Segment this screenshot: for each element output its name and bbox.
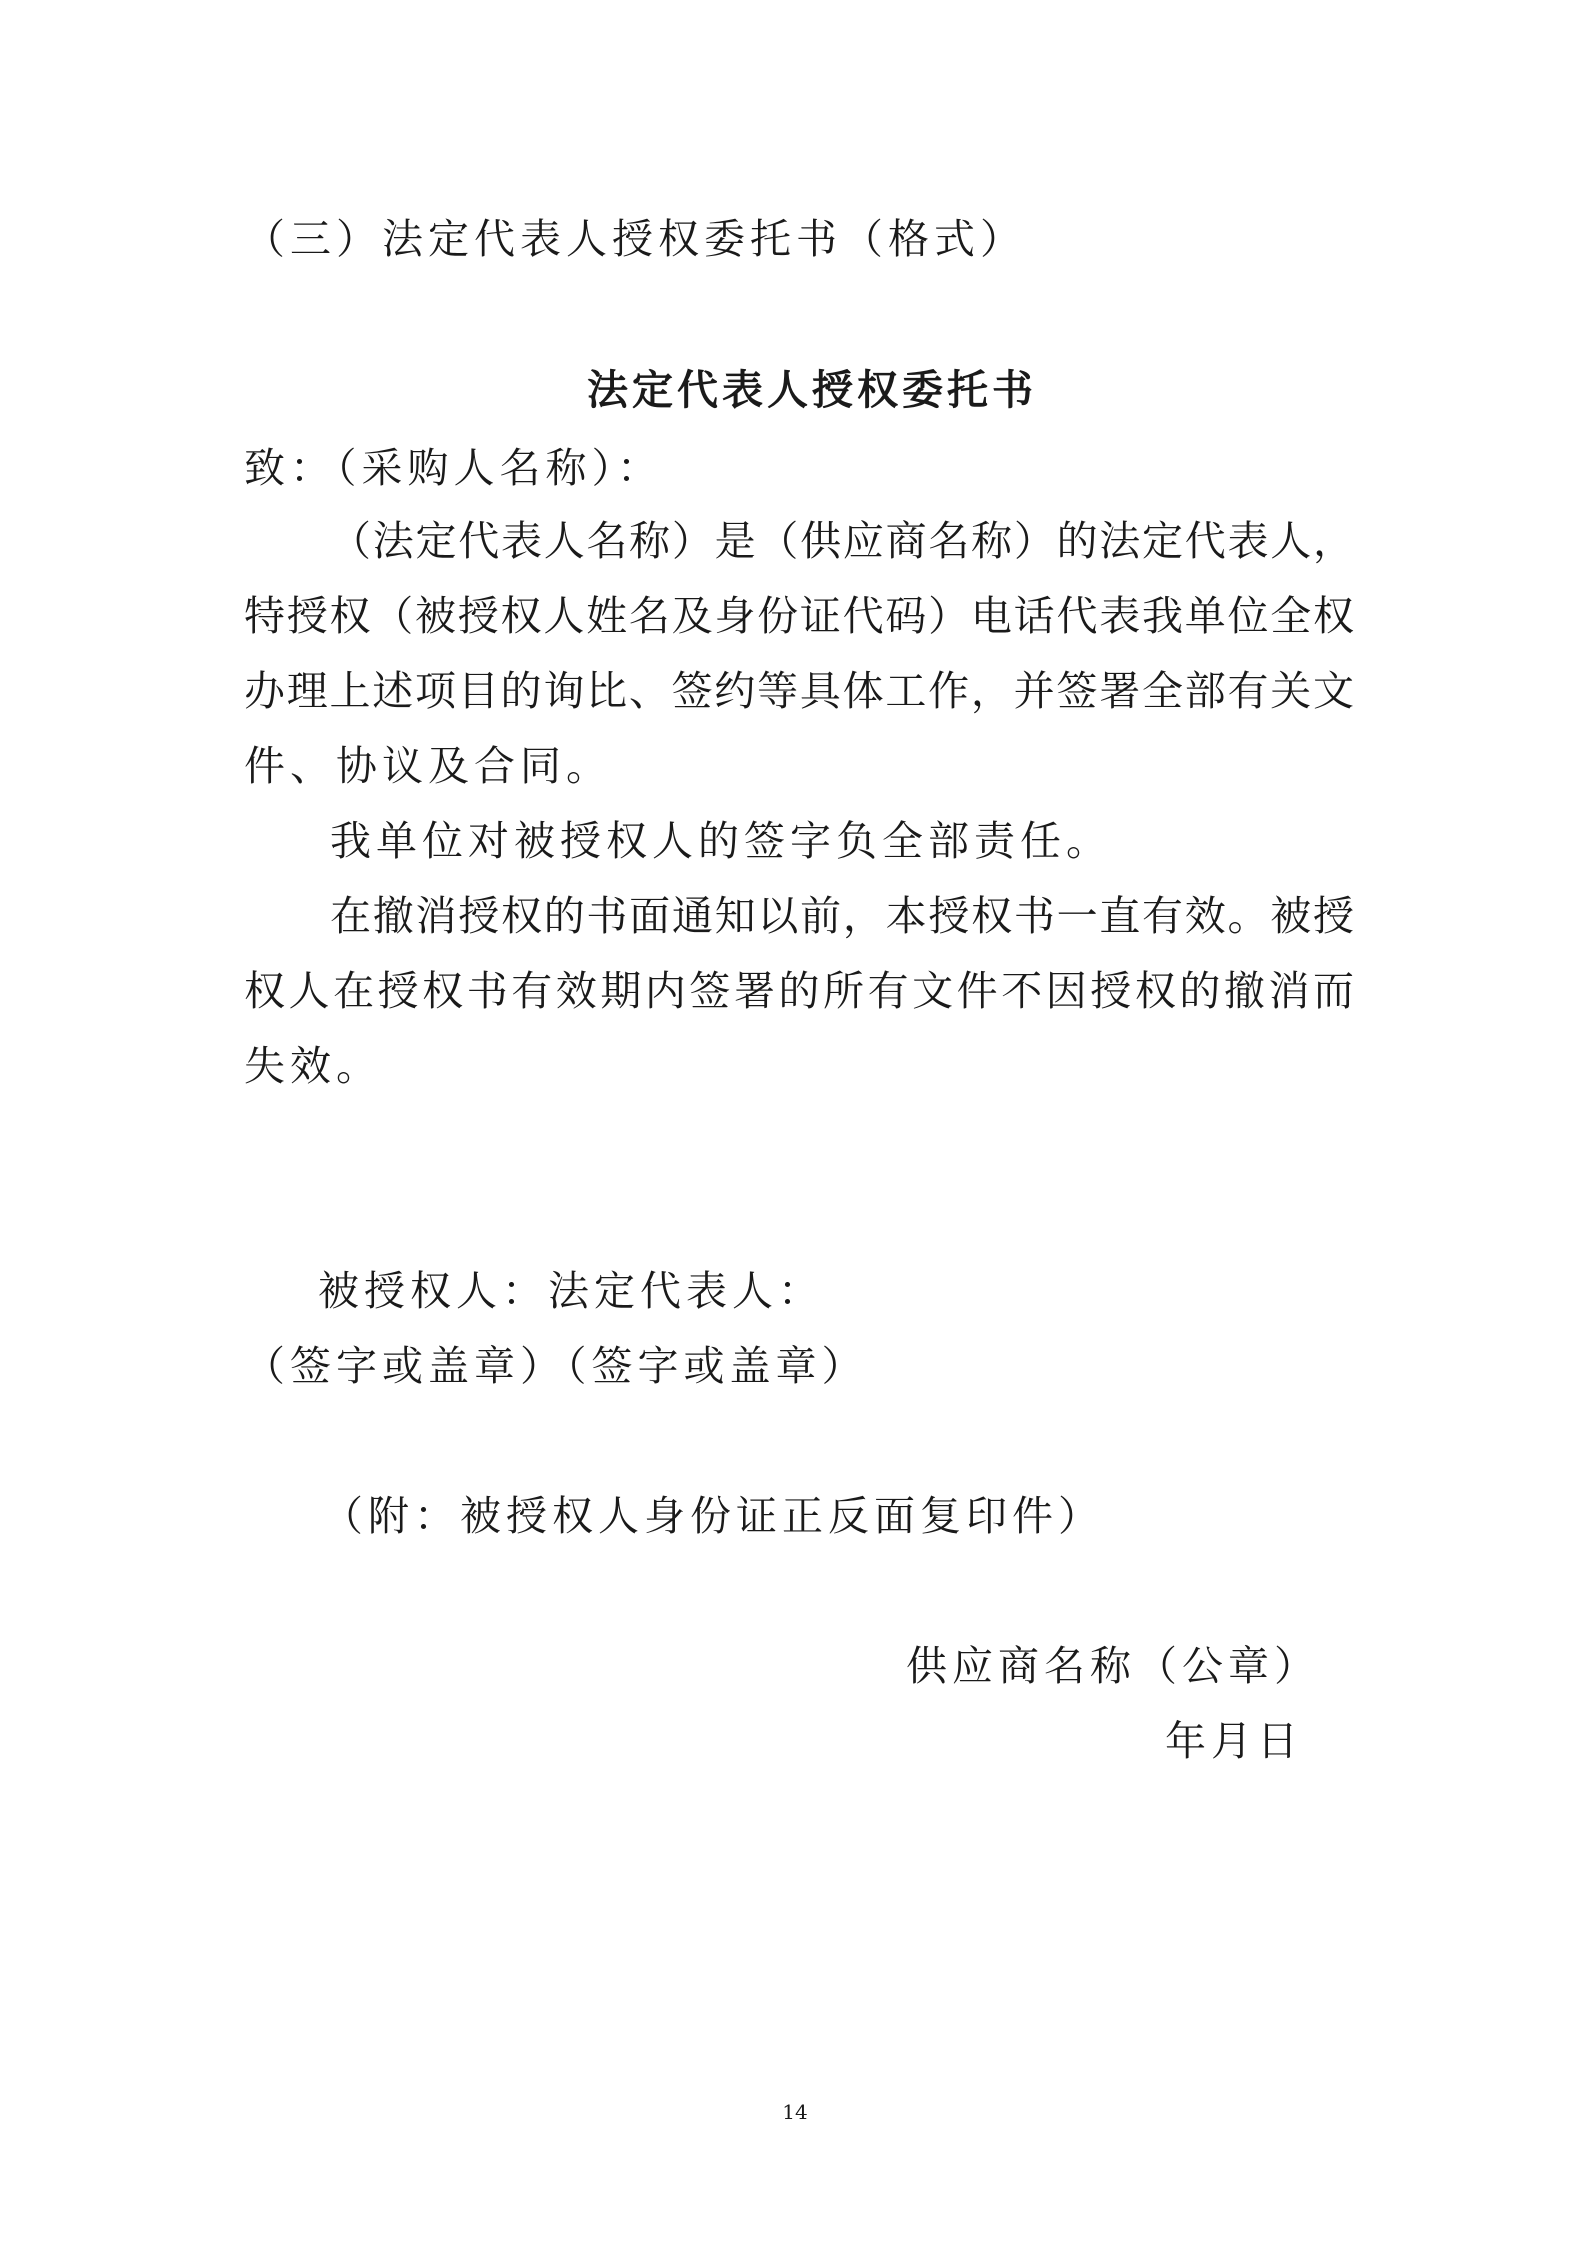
attachment-note: （附：被授权人身份证正反面复印件） — [322, 1492, 1104, 1540]
body-paragraph-2: 我单位对被授权人的签字负全部责任。 — [330, 817, 1112, 865]
date-line: 年月日 — [1165, 1717, 1303, 1765]
body-paragraph-1-line-1: （法定代表人名称）是（供应商名称）的法定代表人， — [330, 517, 1354, 565]
body-paragraph-3-line-1: 在撤消授权的书面通知以前，本授权书一直有效。被授 — [330, 892, 1354, 940]
section-heading: （三）法定代表人授权委托书（格式） — [244, 215, 1026, 263]
addressee-line: 致：（采购人名称）： — [244, 444, 663, 492]
document-title: 法定代表人授权委托书 — [587, 366, 1037, 414]
signature-roles: 被授权人：法定代表人： — [318, 1267, 824, 1315]
body-paragraph-1-line-2: 特授权（被授权人姓名及身份证代码）电话代表我单位全权 — [244, 592, 1354, 640]
body-paragraph-3-line-2: 权人在授权书有效期内签署的所有文件不因授权的撤消而 — [244, 967, 1354, 1015]
page-number: 14 — [782, 2100, 808, 2124]
supplier-seal-line: 供应商名称（公章） — [906, 1642, 1320, 1690]
signature-notes: （签字或盖章）（签字或盖章） — [244, 1342, 868, 1390]
body-paragraph-3-line-3: 失效。 — [244, 1042, 382, 1090]
body-paragraph-1-line-4: 件、协议及合同。 — [244, 742, 612, 790]
body-paragraph-1-line-3: 办理上述项目的询比、签约等具体工作，并签署全部有关文 — [244, 667, 1354, 715]
